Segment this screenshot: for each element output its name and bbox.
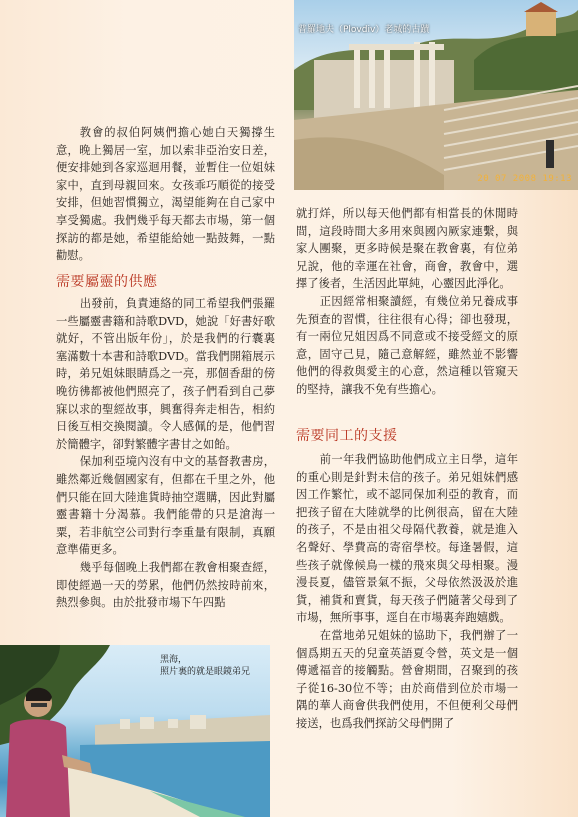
section2-paragraph-1: 前一年我們協助他們成立主日學，這年的重心則是針對未信的孩子。弟兄姐妹們感因工作繁忙，或不認同保加利亞的教育，而把孩子留在大陸就學的比例很高，留在大陸的孩子，不是由祖父母隔代教養，就是進入名聲好、學費高的寄宿學校。每逢暑假，這些孩子就像候鳥一樣的飛來與父母相聚。漫漫長夏，儘管景氣不振，父母依然汲汲於進貨，補貨和賣貨，每天孩子們隨著父母到了市場，無所事事，逕自在市場裏奔跑嬉戲。 [296,453,518,625]
left-section-text [56,295,275,612]
right-continuation-text [296,205,518,399]
section1-paragraph-1: 出發前，負責連絡的同工希望我們張羅一些屬靈書籍和詩歌DVD，她說「好書好歌就好，不管出版年份」，於是我們的行囊裏塞滿數十本書和詩歌DVD。當我們開箱展示時，弟兄姐妹眼睛爲之一亮，那個香甜的傍晚彷彿都被他們照亮了，孩子們看到自己夢寐以求的聖經故事，興奮得奔走相告，相約日後互相交換閱讀。令人感佩的是，他們習於簡體字，卻對繁體字書甘之如飴。 [56,297,275,451]
left-intro-text [56,124,275,265]
section-heading-coworker-support: 需要同工的支援 [296,428,398,444]
section-heading-spiritual-supply: 需要屬靈的供應 [56,274,158,290]
top-photo-caption: 普羅地夫（Plovdiv）老城的古蹟 [298,25,430,35]
continued-paragraph: 就打烊，所以每天他們都有相當長的休閒時間，這段時間大多用來與國內厥家連繫，與家人團聚，更多時候是聚在教會裏，有位弟兄說，他的幸運在社會，商會，教會中，選擇了後者，生活因此單純，心靈因此淨化。 [296,207,518,291]
photo-date-stamp: 20 07 2008 19:13 [477,174,572,184]
intro-paragraph: 教會的叔伯阿姨們擔心她白天獨撐生意，晚上獨居一室，加以索非亞治安日差，便安排她到各家巡迴用餐，並暫住一位姐妹家中，直到母親回來。女孩乖巧順從的接受安排，但她習慣獨立，渴望能夠在自己家中享受獨處。我們幾乎每天都去市場，第一個探訪的都是她，希望能給她一點鼓舞，一點勸慰。 [56,126,275,263]
bottom-photo-caption [160,654,250,678]
right-paragraph-2: 正因經常相聚讀經，有幾位弟兄養成事先預查的習慣，往往很有心得；卻也發現，有一兩位兄姐因爲不同意或不接受經文的原意，固守己見，隨己意解經，雖然並不影響他們的得救與愛主的心意，然這種以管窺天的堅持，讓我不免有些擔心。 [296,294,518,396]
section1-paragraph-3: 幾乎每個晚上我們都在教會相聚查經，即使經過一天的勞累，他們仍然按時前來，熱烈參與。由於批發市場下午四點 [56,560,275,610]
bottom-caption-line1: 黑海， [160,655,188,665]
section2-paragraph-2: 在當地弟兄姐妹的協助下，我們辦了一個爲期五天的兒童英語夏令營，英文是一個傳遞福音的接觸點。營會期間，召聚到的孩子從16-30位不等；由於商借到位於市場一隅的華人商會供我們使用，不但便利父母們接送，也爲我們探訪父母們開了 [296,628,518,730]
right-section-text [296,451,518,733]
bottom-caption-line2: 照片裏的就是眼鏡弟兄 [160,667,251,677]
section1-paragraph-2: 保加利亞境內沒有中文的基督教書房，雖然鄰近幾個國家有，但都在千里之外，他們只能在回大陸進貨時抽空選購，因此對屬靈書籍十分渴慕。我們能帶的只是滄海一粟，若非航空公司對行李重量有限制，真願意準備更多。 [56,455,275,557]
